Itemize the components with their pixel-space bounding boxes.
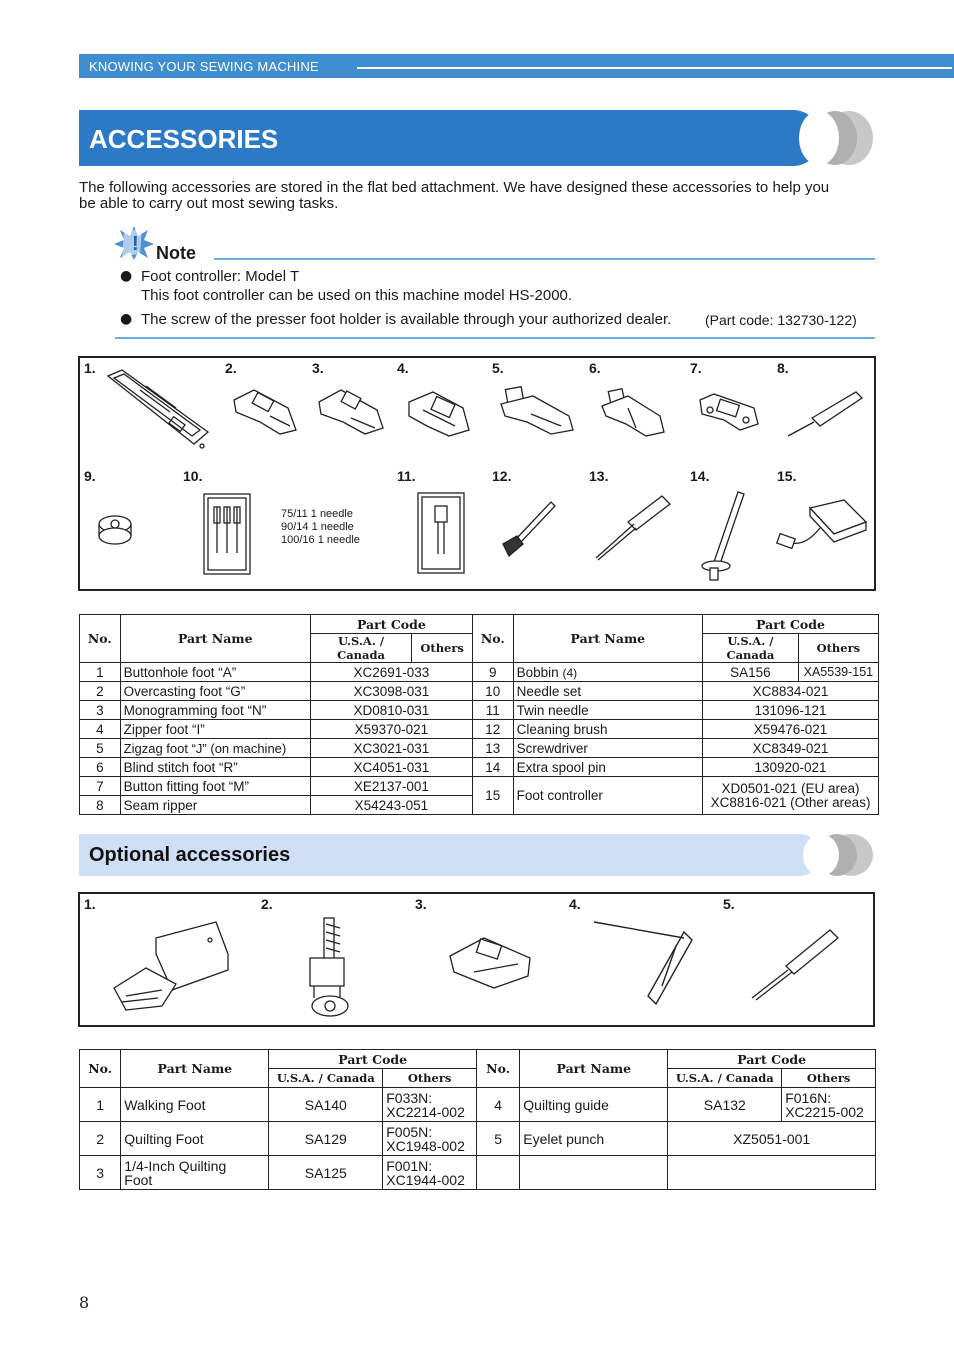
col-no-2: No. <box>476 1050 519 1088</box>
zigzag-foot-icon <box>497 386 577 438</box>
cell-empty <box>520 1156 668 1190</box>
cleaning-brush-icon <box>497 498 557 560</box>
cell-others <box>383 1088 477 1122</box>
cell-code: XC2691-033 <box>310 663 472 682</box>
quarter-inch-quilting-foot-icon <box>444 932 536 992</box>
cell-name: Button fitting foot “M” <box>120 777 310 796</box>
col-part-name-2: Part Name <box>520 1050 668 1088</box>
screwdriver-icon <box>590 494 672 566</box>
name-line-2: Foot <box>124 1171 153 1188</box>
twin-needle-icon <box>417 492 465 574</box>
blind-stitch-foot-icon <box>598 386 670 440</box>
note-bullet-1: ● <box>120 268 133 284</box>
intro-line-1: The following accessories are stored in the flat bed attachment. We have designed these accessories to help you <box>79 179 830 196</box>
col-part-name-2: Part Name <box>513 615 702 663</box>
cell-no: 8 <box>80 796 121 815</box>
col-usa-2: U.S.A. / Canada <box>703 634 799 663</box>
cell-no: 4 <box>80 720 121 739</box>
cell-name: Seam ripper <box>120 796 310 815</box>
fig1-num-5: 5. <box>492 360 504 376</box>
col-no: No. <box>80 1050 121 1088</box>
col-part-name: Part Name <box>120 615 310 663</box>
note-icon <box>114 224 154 260</box>
cell-name: Needle set <box>513 682 702 701</box>
fig1-num-9: 9. <box>84 468 96 484</box>
fig1-num-12: 12. <box>492 468 512 484</box>
monogramming-foot-icon <box>315 388 387 438</box>
cell-no: 14 <box>472 758 513 777</box>
cell-others <box>782 1088 876 1122</box>
cell-name: Blind stitch foot “R” <box>120 758 310 777</box>
note-rule-top <box>214 258 875 260</box>
cell-name: Quilting Foot <box>121 1122 269 1156</box>
overcasting-foot-icon <box>230 388 300 438</box>
bobbin-name: Bobbin <box>516 664 559 680</box>
cell-no: 3 <box>80 1156 121 1190</box>
table-row <box>80 758 879 777</box>
page-number: 8 <box>79 1293 90 1312</box>
cell-empty <box>668 1156 876 1190</box>
table-row <box>80 739 879 758</box>
cell-name: Eyelet punch <box>520 1122 668 1156</box>
section-header-text: KNOWING YOUR SEWING MACHINE <box>89 59 319 74</box>
accessories-table <box>79 614 879 815</box>
table-row <box>80 1156 876 1190</box>
cell-code: XE2137-001 <box>310 777 472 796</box>
cell-name: Zigzag foot “J” (on machine) <box>120 739 310 758</box>
foot-controller-code-other: XC8816-021 (Other areas) <box>710 794 871 810</box>
cell-no: 1 <box>80 663 121 682</box>
table-row <box>80 682 879 701</box>
others-line-1: F005N: <box>386 1123 433 1140</box>
walking-foot-icon <box>106 918 232 1018</box>
col-usa: U.S.A. / Canada <box>269 1069 383 1088</box>
table-row <box>80 701 879 720</box>
fig1-num-10: 10. <box>183 468 203 484</box>
cell-usa: SA129 <box>269 1122 383 1156</box>
cell-name: Screwdriver <box>513 739 702 758</box>
cell-name: Cleaning brush <box>513 720 702 739</box>
quilting-guide-icon <box>590 916 700 1008</box>
cell-code: XZ5051-001 <box>668 1122 876 1156</box>
note-item-1a: Foot controller: Model T <box>141 268 300 285</box>
cell-code: XC4051-031 <box>310 758 472 777</box>
note-label: Note <box>156 243 196 263</box>
needle-set-icon <box>203 493 251 575</box>
fig1-num-14: 14. <box>690 468 710 484</box>
needle-size-labels <box>281 508 360 547</box>
cell-code: XC3021-031 <box>310 739 472 758</box>
fig1-num-2: 2. <box>225 360 237 376</box>
cell-code: X54243-051 <box>310 796 472 815</box>
cell-usa: SA140 <box>269 1088 383 1122</box>
cell-others: XA5539-151 <box>798 663 878 682</box>
cell-empty <box>476 1156 519 1190</box>
fig1-num-13: 13. <box>589 468 609 484</box>
button-fitting-foot-icon <box>696 390 762 434</box>
cell-code: 131096-121 <box>703 701 879 720</box>
fig1-num-1: 1. <box>84 360 96 376</box>
col-part-name: Part Name <box>121 1050 269 1088</box>
cell-name: Walking Foot <box>121 1088 269 1122</box>
fig1-num-8: 8. <box>777 360 789 376</box>
cell-code <box>703 777 879 815</box>
col-no-2: No. <box>472 615 513 663</box>
table-row <box>80 663 879 682</box>
intro-line-2: be able to carry out most sewing tasks. <box>79 195 339 212</box>
needle-label-1: 75/11 1 needle <box>281 508 353 520</box>
cell-no: 4 <box>476 1088 519 1122</box>
opt-num-1: 1. <box>84 896 96 912</box>
buttonhole-foot-icon <box>100 368 210 452</box>
foot-controller-icon <box>774 498 870 568</box>
cell-name: Quilting guide <box>520 1088 668 1122</box>
header-rule <box>357 67 952 69</box>
cell-name: Zipper foot “I” <box>120 720 310 739</box>
col-others-2: Others <box>782 1069 876 1088</box>
col-others-2: Others <box>798 634 878 663</box>
optional-accessories-bar <box>79 834 821 876</box>
table-row <box>80 720 879 739</box>
col-part-code-2: Part Code <box>668 1050 876 1069</box>
others-line-1: F016N: <box>785 1089 832 1106</box>
cell-no: 1 <box>80 1088 121 1122</box>
seam-ripper-icon <box>784 388 864 440</box>
col-part-code-2: Part Code <box>703 615 879 634</box>
cell-code: XD0810-031 <box>310 701 472 720</box>
extra-spool-pin-icon <box>698 488 748 584</box>
bobbin-icon <box>96 512 134 548</box>
col-no: No. <box>80 615 121 663</box>
table-row <box>80 1088 876 1122</box>
cell-usa: SA156 <box>703 663 799 682</box>
cell-name: Monogramming foot “N” <box>120 701 310 720</box>
needle-label-3: 100/16 1 needle <box>281 534 360 546</box>
col-part-code: Part Code <box>269 1050 477 1069</box>
cell-others <box>383 1156 477 1190</box>
cell-code: 130920-021 <box>703 758 879 777</box>
eyelet-punch-icon <box>746 926 842 1002</box>
cell-name <box>513 663 702 682</box>
foot-controller-code-eu: XD0501-021 (EU area) <box>721 780 860 796</box>
title-decoration-circles <box>815 110 875 166</box>
cell-no: 13 <box>472 739 513 758</box>
table-row <box>80 777 879 796</box>
fig1-num-11: 11. <box>397 468 416 484</box>
cell-code: XC8349-021 <box>703 739 879 758</box>
zipper-foot-icon <box>403 388 475 440</box>
cell-others <box>383 1122 477 1156</box>
cell-no: 11 <box>472 701 513 720</box>
cell-name: Buttonhole foot “A” <box>120 663 310 682</box>
quilting-foot-icon <box>300 914 360 1020</box>
col-others: Others <box>412 634 473 663</box>
others-line-1: F033N: <box>386 1089 433 1106</box>
cell-usa: SA125 <box>269 1156 383 1190</box>
note-bullet-2: ● <box>120 311 133 327</box>
cell-code: X59476-021 <box>703 720 879 739</box>
fig1-num-15: 15. <box>777 468 797 484</box>
svg-text:!: ! <box>132 233 139 255</box>
cell-no: 15 <box>472 777 513 815</box>
note-item-2b: (Part code: 132730-122) <box>705 312 857 328</box>
opt-num-4: 4. <box>569 896 581 912</box>
subtitle-decoration-circles <box>815 834 875 876</box>
fig1-num-6: 6. <box>589 360 601 376</box>
table-row <box>80 1122 876 1156</box>
others-line-2: XC1944-002 <box>386 1171 465 1188</box>
needle-label-2: 90/14 1 needle <box>281 521 354 533</box>
opt-num-2: 2. <box>261 896 273 912</box>
optional-accessories-title: Optional accessories <box>89 844 291 866</box>
cell-name: Twin needle <box>513 701 702 720</box>
note-rule-bottom <box>115 337 875 339</box>
opt-num-3: 3. <box>415 896 427 912</box>
cell-no: 2 <box>80 682 121 701</box>
cell-name: Overcasting foot “G” <box>120 682 310 701</box>
note-item-1b: This foot controller can be used on this machine model HS-2000. <box>141 287 573 304</box>
col-usa-2: U.S.A. / Canada <box>668 1069 782 1088</box>
fig1-num-3: 3. <box>312 360 324 376</box>
cell-name <box>121 1156 269 1190</box>
col-others: Others <box>383 1069 477 1088</box>
cell-code: XC8834-021 <box>703 682 879 701</box>
cell-no: 3 <box>80 701 121 720</box>
intro-paragraph <box>79 180 879 212</box>
fig1-num-7: 7. <box>690 360 702 376</box>
cell-name: Foot controller <box>513 777 702 815</box>
others-line-1: F001N: <box>386 1157 433 1174</box>
name-line-1: 1/4-Inch Quilting <box>124 1157 227 1174</box>
cell-no: 12 <box>472 720 513 739</box>
cell-no: 5 <box>80 739 121 758</box>
cell-no: 9 <box>472 663 513 682</box>
optional-accessories-table <box>79 1049 876 1190</box>
bobbin-qty: (4) <box>562 665 578 680</box>
cell-no: 2 <box>80 1122 121 1156</box>
cell-no: 7 <box>80 777 121 796</box>
cell-name: Extra spool pin <box>513 758 702 777</box>
fig1-num-4: 4. <box>397 360 409 376</box>
title-bar <box>79 110 821 166</box>
cell-no: 10 <box>472 682 513 701</box>
note-item-2a: The screw of the presser foot holder is available through your authorized dealer. <box>141 311 672 328</box>
cell-usa: SA132 <box>668 1088 782 1122</box>
cell-code: X59370-021 <box>310 720 472 739</box>
col-usa: U.S.A. / Canada <box>310 634 412 663</box>
cell-no: 6 <box>80 758 121 777</box>
opt-num-5: 5. <box>723 896 735 912</box>
cell-code: XC3098-031 <box>310 682 472 701</box>
others-line-2: XC2214-002 <box>386 1103 465 1120</box>
others-line-2: XC1948-002 <box>386 1137 465 1154</box>
cell-no: 5 <box>476 1122 519 1156</box>
page-title: ACCESSORIES <box>89 124 279 154</box>
others-line-2: XC2215-002 <box>785 1103 864 1120</box>
col-part-code: Part Code <box>310 615 472 634</box>
section-header-bar <box>79 54 954 78</box>
